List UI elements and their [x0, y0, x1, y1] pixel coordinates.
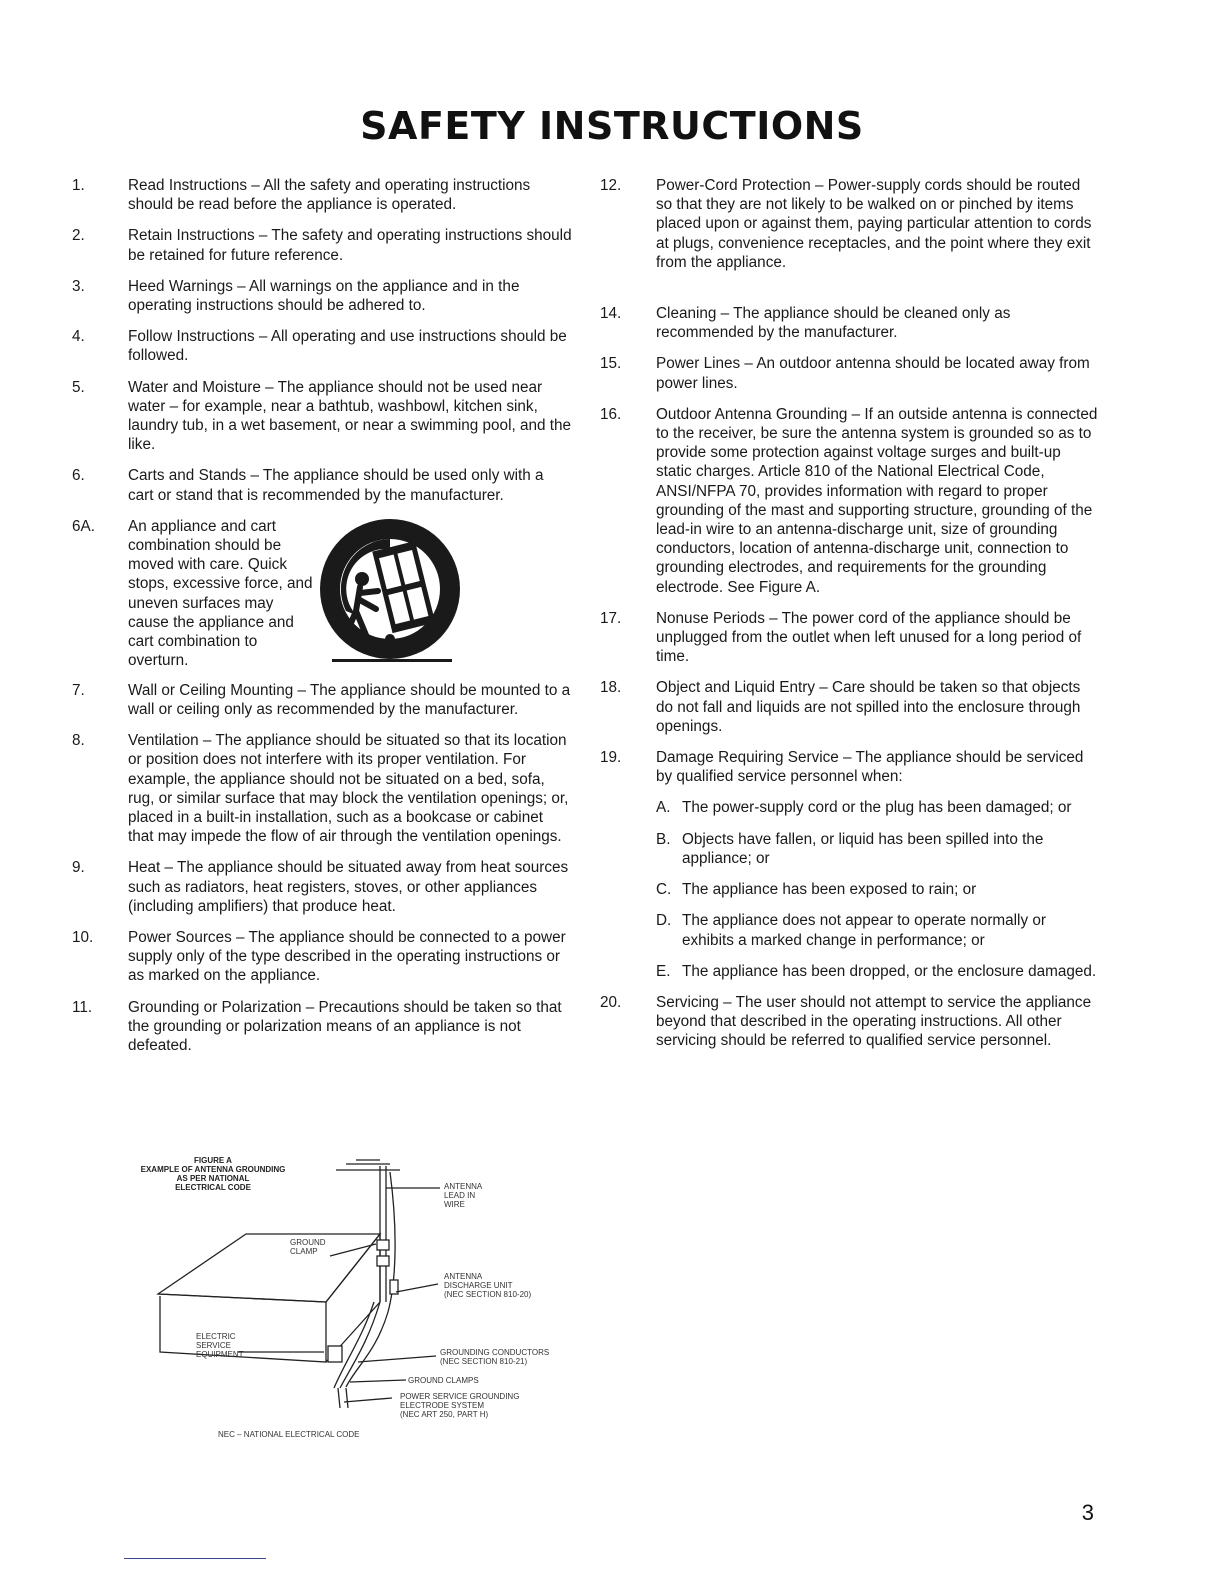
antenna-grounding-figure: [118, 1152, 588, 1444]
label-electric-service: ELECTRIC SERVICE EQUIPMENT: [196, 1332, 244, 1359]
item-text: An appliance and cart combination should be moved with care. Quick stops, excessive force, and uneven surfaces may cause the appliance and cart combination to overturn.: [128, 517, 313, 670]
item-text: Servicing – The user should not attempt to service the appliance beyond that described in the operating instructions. All other servicing should be referred to qualified service personnel.: [656, 993, 1092, 1050]
item-number: 16.: [600, 405, 622, 423]
item-number: 15.: [600, 355, 622, 373]
list-item: [72, 176, 572, 214]
list-item: [600, 748, 1100, 786]
sub-item-text: Objects have fallen, or liquid has been spilled into the appliance; or: [682, 830, 1044, 867]
page-title: SAFETY INSTRUCTIONS: [360, 104, 864, 148]
left-column: [72, 176, 572, 1067]
sub-item: [656, 798, 1100, 817]
item-text: Ventilation – The appliance should be situated so that its location or position does not interfere with its proper ventilation. For example, the appliance should not be situated on a bed, sofa, rug, or similar surface that may block the ventilation openings; or, placed in a built-in installation, such as a bookcase or cabinet that may impede the flow of air through the ventilation openings.: [128, 732, 569, 846]
list-item: [600, 354, 1100, 392]
item-number: 6.: [72, 467, 85, 485]
label-power-service: POWER SERVICE GROUNDING ELECTRODE SYSTEM (NEC ART 250, PART H): [400, 1392, 520, 1419]
item-number: 9.: [72, 859, 85, 877]
item-text: Outdoor Antenna Grounding – If an outside antenna is connected to the receiver, be sure the antenna system is grounded so as to provide some protection against voltage surges and built-up static charges. Article 810 of the National Electrical Code, ANSI/NFPA 70, provides information with regard to proper grounding of the mast and supporting structure, grounding of the lead-in wire to an antenna-discharge unit, size of grounding conductors, location of antenna-discharge unit, connection to grounding electrodes, and requirements for the grounding electrode. See Figure A.: [656, 405, 1098, 596]
item-number: 10.: [72, 929, 94, 947]
label-ground-clamps: GROUND CLAMPS: [408, 1376, 479, 1385]
list-item: [72, 378, 572, 455]
sub-item: [656, 962, 1100, 981]
right-column: [600, 176, 1100, 1063]
list-item: [600, 678, 1100, 736]
item-text: Damage Requiring Service – The appliance should be serviced by qualified service personnel when:: [656, 749, 1084, 786]
item-text: Retain Instructions – The safety and operating instructions should be retained for future reference.: [128, 227, 572, 264]
item-number: 20.: [600, 993, 622, 1011]
bottom-rule: [124, 1558, 266, 1559]
item-number: 3.: [72, 277, 85, 295]
list-item: [72, 517, 572, 669]
item-text: Follow Instructions – All operating and use instructions should be followed.: [128, 328, 567, 365]
list-item: [72, 277, 572, 315]
item-number: 17.: [600, 609, 622, 627]
sub-item: [656, 911, 1100, 949]
item-text: Wall or Ceiling Mounting – The appliance should be mounted to a wall or ceiling only as recommended by the manufacturer.: [128, 681, 571, 719]
list-item: [72, 998, 572, 1056]
list-item: [72, 466, 572, 504]
item-text: Power Lines – An outdoor antenna should be located away from power lines.: [656, 355, 1090, 392]
sub-item: [656, 880, 1100, 899]
sub-item-text: The appliance has been dropped, or the enclosure damaged.: [682, 962, 1097, 980]
page-number: 3: [1081, 1500, 1094, 1525]
item-text: Heat – The appliance should be situated away from heat sources such as radiators, heat registers, stoves, or other appliances (including amplifiers) that produce heat.: [128, 859, 569, 915]
list-item: [600, 993, 1100, 1051]
list-item: [600, 609, 1100, 667]
item-number: 19.: [600, 749, 622, 767]
list-item: [600, 176, 1100, 272]
spacer: [600, 284, 1100, 304]
list-item: [72, 731, 572, 846]
list-item: [72, 928, 572, 986]
item-text: Water and Moisture – The appliance should not be used near water – for example, near a bathtub, washbowl, kitchen sink, laundry tub, in a wet basement, or near a swimming pool, and the like.: [128, 378, 572, 454]
item-text: Power-Cord Protection – Power-supply cords should be routed so that they are not likely to be walked on or pinched by items placed upon or against them, paying particular attention to cords at plugs, convenience receptacles, and the point where they exit from the appliance.: [656, 177, 1092, 271]
item-number: 8.: [72, 732, 85, 750]
list-item: [72, 681, 572, 719]
list-item: [72, 226, 572, 264]
label-discharge-unit: ANTENNA DISCHARGE UNIT (NEC SECTION 810-20): [444, 1272, 532, 1299]
sub-item-text: The appliance does not appear to operate normally or exhibits a marked change in performance; or: [682, 912, 1046, 949]
figure-footer: NEC – NATIONAL ELECTRICAL CODE: [218, 1430, 360, 1439]
label-ground-clamp: GROUND CLAMP: [290, 1238, 326, 1256]
cart-warning-icon: [316, 519, 476, 667]
item-number: 7.: [72, 681, 85, 699]
item-text: Carts and Stands – The appliance should be used only with a cart or stand that is recommended by the manufacturer.: [128, 467, 544, 504]
item-text: Heed Warnings – All warnings on the appliance and in the operating instructions should be adhered to.: [128, 277, 520, 315]
sub-item-text: The power-supply cord or the plug has been damaged; or: [682, 799, 1072, 817]
sub-item-label: A.: [656, 799, 671, 817]
label-grounding-conductors: GROUNDING CONDUCTORS (NEC SECTION 810-21): [440, 1348, 550, 1366]
item-number: 1.: [72, 177, 85, 194]
list-item: [600, 304, 1100, 342]
item-text: Cleaning – The appliance should be cleaned only as recommended by the manufacturer.: [656, 305, 1011, 342]
item-text: Power Sources – The appliance should be connected to a power supply only of the type described in the operating instructions or as marked on the appliance.: [128, 929, 566, 985]
item-number: 4.: [72, 328, 85, 346]
sub-item-text: The appliance has been exposed to rain; or: [682, 881, 977, 899]
item-text: Nonuse Periods – The power cord of the appliance should be unplugged from the outlet when left unused for a long period of time.: [656, 609, 1082, 666]
sub-item-label: E.: [656, 962, 671, 980]
item-number: 6A.: [72, 517, 95, 535]
sub-item-label: C.: [656, 881, 672, 899]
item-text: Read Instructions – All the safety and operating instructions should be read before the appliance is operated.: [128, 177, 531, 214]
item-text: Grounding or Polarization – Precautions should be taken so that the grounding or polarization means of an appliance is not defeated.: [128, 998, 562, 1055]
item-number: 18.: [600, 679, 622, 697]
item-number: 2.: [72, 227, 85, 245]
list-item: [72, 327, 572, 365]
item-number: 11.: [72, 998, 93, 1016]
item-number: 12.: [600, 177, 622, 194]
item-number: 5.: [72, 378, 85, 396]
label-antenna-lead-in: ANTENNA LEAD IN WIRE: [444, 1182, 483, 1209]
sub-item: [656, 830, 1100, 868]
item-text: Object and Liquid Entry – Care should be taken so that objects do not fall and liquids are not spilled into the enclosure through openings.: [656, 679, 1081, 735]
list-item: [72, 858, 572, 916]
item-number: 14.: [600, 305, 622, 323]
sub-item-label: B.: [656, 830, 671, 848]
sub-item-label: D.: [656, 912, 672, 930]
list-item: [600, 405, 1100, 597]
figure-title: FIGURE A EXAMPLE OF ANTENNA GROUNDING AS PER NATIONAL ELECTRICAL CODE: [140, 1156, 286, 1192]
